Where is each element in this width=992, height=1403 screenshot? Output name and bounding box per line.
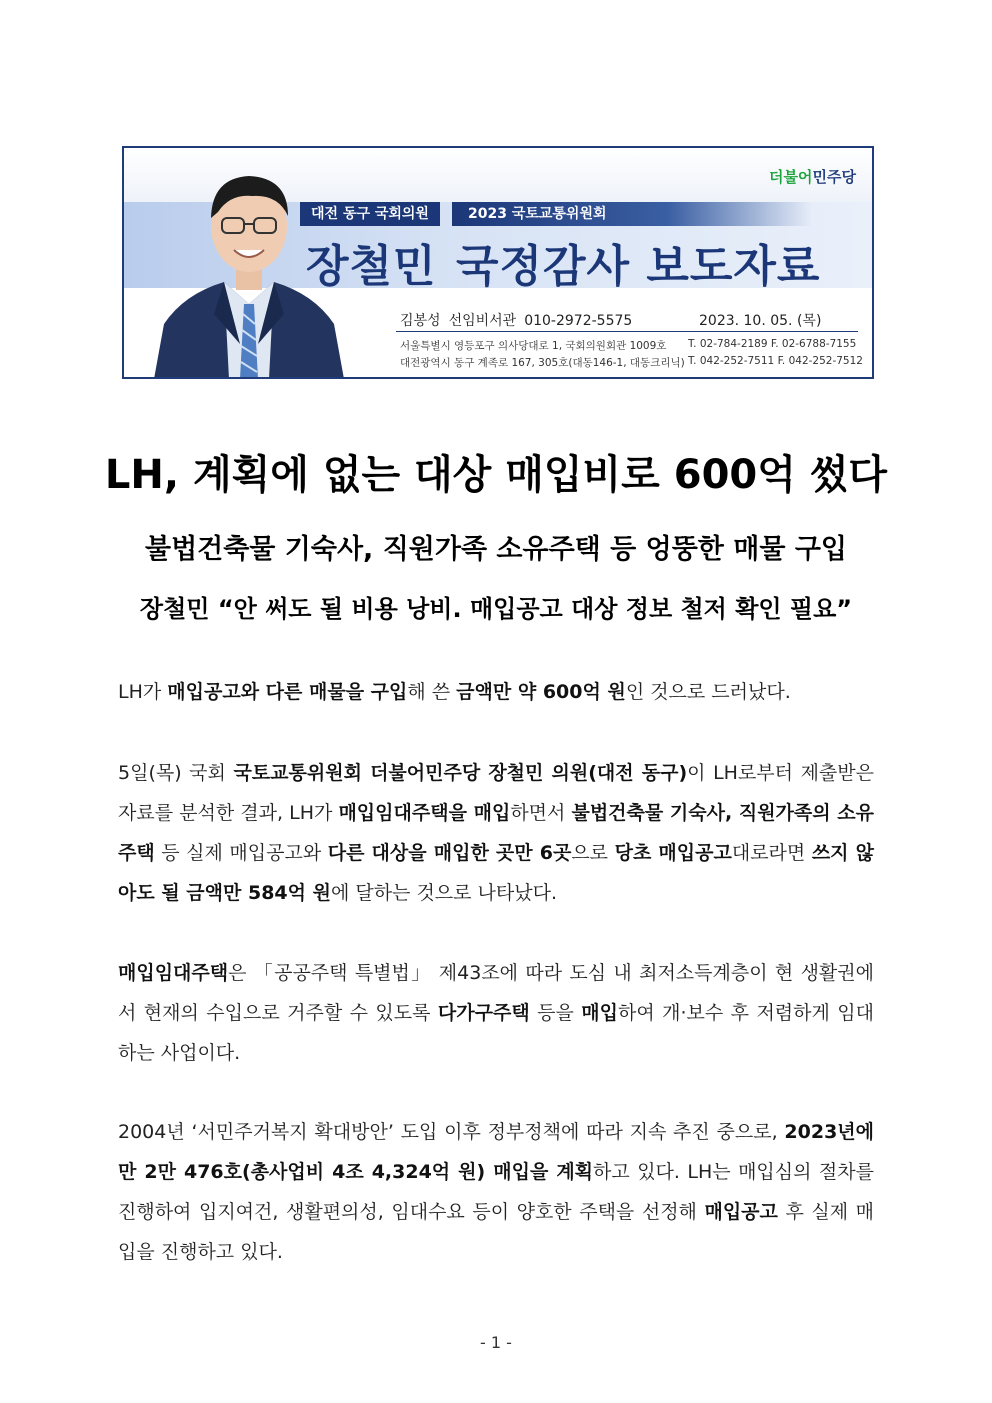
bold-span: 당초 매입공고 <box>614 842 732 864</box>
document-title: 국정감사 보도자료 <box>456 241 821 292</box>
main-headline: LH, 계획에 없는 대상 매입비로 600억 썼다 <box>104 452 888 498</box>
paragraph-4 <box>118 1112 874 1272</box>
banner-divider <box>396 331 858 332</box>
paragraph-2 <box>118 753 874 913</box>
release-date: 2023. 10. 05. (목) <box>699 313 822 329</box>
party-logo-part2: 민주당 <box>812 168 856 186</box>
role-tag: 대전 동구 국회의원 <box>300 202 440 226</box>
phone-seoul: T. 02-784-2189 F. 02-6788-7155 <box>688 338 857 350</box>
text-span: 은 「공공주택 특별법」 제43조에 따라 도심 내 최저소득계층이 현 생활권에서 현재의 수입으로 거주할 수 있도록 <box>118 962 874 1024</box>
party-logo <box>769 166 856 187</box>
bold-span: 매입임대주택 <box>118 962 229 984</box>
contact-name: 김봉성 <box>400 313 441 329</box>
text-span: 5일(목) 국회 <box>118 762 234 784</box>
bold-span: 불법건축물 기숙사, 직원가족의 소유주택 <box>118 802 874 864</box>
subheadline-1: 불법건축물 기숙사, 직원가족 소유주택 등 엉뚱한 매물 구입 <box>144 534 848 565</box>
bold-span: 금액만 약 600억 원 <box>456 681 626 703</box>
text-span: 하면서 <box>510 802 572 824</box>
text-span: LH가 <box>118 681 168 703</box>
text-span: 해 쓴 <box>407 681 457 703</box>
text-span: 2004년 ‘서민주거복지 확대방안’ 도입 이후 정부정책에 따라 지속 추진 중으로, <box>118 1121 785 1143</box>
press-release-banner <box>122 146 874 379</box>
text-span: 하여 개·보수 후 저렴하게 임대하는 사업이다. <box>118 1002 874 1064</box>
committee-tag: 2023 국토교통위원회 <box>452 202 812 226</box>
text-span: 등을 <box>529 1002 582 1024</box>
contact-phone: 010-2972-5575 <box>524 313 633 329</box>
page-number: - 1 - <box>480 1333 512 1352</box>
text-span: 등 실제 매입공고와 <box>154 842 328 864</box>
contact-title: 선임비서관 <box>448 313 517 329</box>
party-logo-part1: 더불어 <box>769 168 813 186</box>
bold-span: 쓰지 않아도 될 금액만 584억 원 <box>118 842 874 904</box>
bold-span: 다른 대상을 매입한 곳만 6곳 <box>327 842 572 864</box>
address-daejeon: 대전광역시 동구 계족로 167, 305호(대동146-1, 대동크리닉) <box>400 357 685 369</box>
text-span: 이 LH로부터 제출받은 자료를 분석한 결과, LH가 <box>118 762 874 824</box>
address-seoul: 서울특별시 영등포구 의사당대로 1, 국회의원회관 1009호 <box>400 340 667 352</box>
text-span: 에 달하는 것으로 나타났다. <box>330 882 558 904</box>
text-span: 대로라면 <box>731 842 812 864</box>
lawmaker-name: 장철민 <box>306 241 437 292</box>
text-span: 인 것으로 드러났다. <box>625 681 791 703</box>
bold-span: 매입공고 <box>704 1201 778 1223</box>
text-span: 후 실제 매입을 진행하고 있다. <box>118 1201 874 1263</box>
paragraph-1 <box>118 672 874 712</box>
paragraph-3 <box>118 953 874 1073</box>
text-span: 하고 있다. LH는 매입심의 절차를 진행하여 입지여건, 생활편의성, 임대수요 등이 양호한 주택을 선정해 <box>118 1161 874 1223</box>
bold-span: 다가구주택 <box>437 1002 530 1024</box>
bold-span: 매입공고와 다른 매물을 구입 <box>167 681 408 703</box>
subheadline-2: 장철민 “안 써도 될 비용 낭비. 매입공고 대상 정보 철저 확인 필요” <box>139 595 853 623</box>
bold-span: 매입임대주택을 매입 <box>338 802 511 824</box>
bold-span: 국토교통위원회 더불어민주당 장철민 의원(대전 동구) <box>233 762 688 784</box>
text-span: 으로 <box>571 842 615 864</box>
bold-span: 매입 <box>581 1002 618 1024</box>
bold-span: 2023년에만 2만 476호(총사업비 4조 4,324억 원) 매입을 계획 <box>118 1121 874 1183</box>
contact-info <box>400 310 640 330</box>
phone-daejeon: T. 042-252-7511 F. 042-252-7512 <box>688 355 863 367</box>
